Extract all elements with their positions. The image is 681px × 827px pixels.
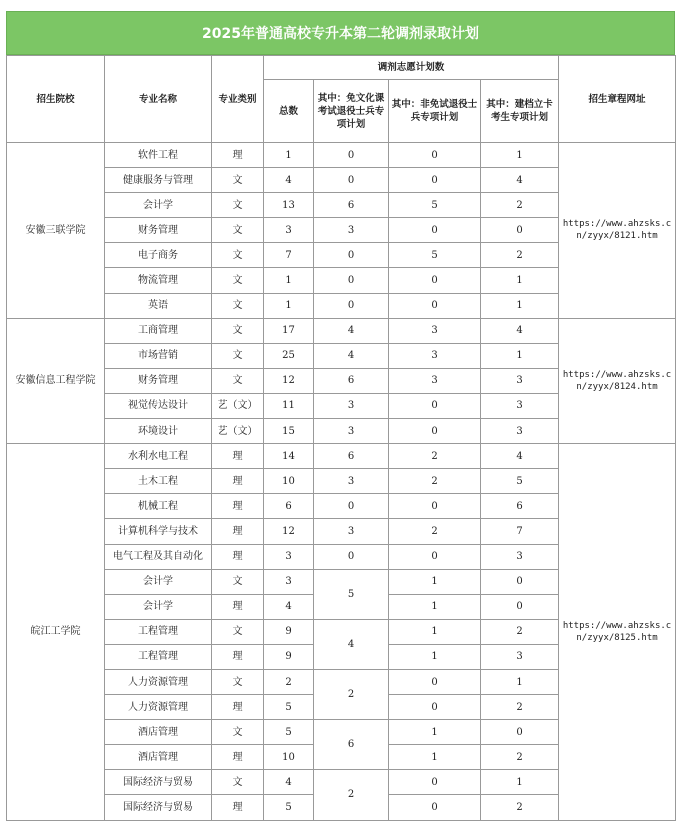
exempt-cell: 6 xyxy=(314,193,389,218)
total-cell: 1 xyxy=(264,143,314,168)
non-exempt-cell: 0 xyxy=(389,419,481,444)
url-link[interactable]: https://www.ahzsks.cn/zyyx/8124.htm xyxy=(559,318,676,443)
exempt-cell: 3 xyxy=(314,419,389,444)
header-major: 专业名称 xyxy=(105,56,212,143)
exempt-cell: 3 xyxy=(314,519,389,544)
header-url: 招生章程网址 xyxy=(559,56,676,143)
non-exempt-cell: 3 xyxy=(389,318,481,343)
category-cell: 文 xyxy=(212,193,264,218)
major-cell: 英语 xyxy=(105,293,212,318)
total-cell: 25 xyxy=(264,343,314,368)
total-cell: 5 xyxy=(264,795,314,820)
exempt-cell: 5 xyxy=(314,569,389,619)
school-cell: 皖江工学院 xyxy=(7,444,105,820)
card-cell: 2 xyxy=(481,243,559,268)
major-cell: 物流管理 xyxy=(105,268,212,293)
total-cell: 4 xyxy=(264,770,314,795)
header-total: 总数 xyxy=(264,80,314,143)
major-cell: 酒店管理 xyxy=(105,720,212,745)
major-cell: 市场营销 xyxy=(105,343,212,368)
total-cell: 3 xyxy=(264,218,314,243)
card-cell: 3 xyxy=(481,368,559,393)
major-cell: 电气工程及其自动化 xyxy=(105,544,212,569)
table-row xyxy=(7,318,676,343)
major-cell: 工商管理 xyxy=(105,318,212,343)
total-cell: 4 xyxy=(264,168,314,193)
major-cell: 会计学 xyxy=(105,569,212,594)
major-cell: 软件工程 xyxy=(105,143,212,168)
major-cell: 计算机科学与技术 xyxy=(105,519,212,544)
card-cell: 1 xyxy=(481,268,559,293)
category-cell: 理 xyxy=(212,695,264,720)
major-cell: 工程管理 xyxy=(105,619,212,644)
card-cell: 1 xyxy=(481,770,559,795)
table-row xyxy=(7,143,676,168)
card-cell: 4 xyxy=(481,168,559,193)
exempt-cell: 0 xyxy=(314,143,389,168)
category-cell: 理 xyxy=(212,143,264,168)
card-cell: 1 xyxy=(481,293,559,318)
total-cell: 12 xyxy=(264,368,314,393)
category-cell: 文 xyxy=(212,293,264,318)
total-cell: 13 xyxy=(264,193,314,218)
non-exempt-cell: 0 xyxy=(389,544,481,569)
card-cell: 0 xyxy=(481,594,559,619)
major-cell: 机械工程 xyxy=(105,494,212,519)
total-cell: 1 xyxy=(264,293,314,318)
table-row xyxy=(7,444,676,469)
card-cell: 3 xyxy=(481,644,559,669)
card-cell: 3 xyxy=(481,393,559,418)
card-cell: 2 xyxy=(481,695,559,720)
major-cell: 水利水电工程 xyxy=(105,444,212,469)
exempt-cell: 3 xyxy=(314,218,389,243)
header-plan-group: 调剂志愿计划数 xyxy=(264,56,559,80)
card-cell: 1 xyxy=(481,343,559,368)
major-cell: 工程管理 xyxy=(105,644,212,669)
non-exempt-cell: 0 xyxy=(389,218,481,243)
total-cell: 14 xyxy=(264,444,314,469)
major-cell: 人力资源管理 xyxy=(105,669,212,694)
total-cell: 12 xyxy=(264,519,314,544)
card-cell: 1 xyxy=(481,143,559,168)
header-category: 专业类别 xyxy=(212,56,264,143)
non-exempt-cell: 5 xyxy=(389,193,481,218)
category-cell: 文 xyxy=(212,619,264,644)
major-cell: 土木工程 xyxy=(105,469,212,494)
card-cell: 4 xyxy=(481,444,559,469)
major-cell: 视觉传达设计 xyxy=(105,393,212,418)
category-cell: 文 xyxy=(212,368,264,393)
card-cell: 7 xyxy=(481,519,559,544)
category-cell: 理 xyxy=(212,745,264,770)
non-exempt-cell: 2 xyxy=(389,469,481,494)
non-exempt-cell: 0 xyxy=(389,695,481,720)
total-cell: 11 xyxy=(264,393,314,418)
total-cell: 9 xyxy=(264,619,314,644)
category-cell: 理 xyxy=(212,469,264,494)
category-cell: 理 xyxy=(212,644,264,669)
total-cell: 15 xyxy=(264,419,314,444)
school-cell: 安徽信息工程学院 xyxy=(7,318,105,443)
major-cell: 电子商务 xyxy=(105,243,212,268)
total-cell: 3 xyxy=(264,544,314,569)
card-cell: 0 xyxy=(481,218,559,243)
exempt-cell: 3 xyxy=(314,469,389,494)
total-cell: 1 xyxy=(264,268,314,293)
non-exempt-cell: 1 xyxy=(389,720,481,745)
header-non-exempt: 其中：非免试退役士兵专项计划 xyxy=(389,80,481,143)
header-card-poor: 其中：建档立卡考生专项计划 xyxy=(481,80,559,143)
major-cell: 会计学 xyxy=(105,193,212,218)
exempt-cell: 3 xyxy=(314,393,389,418)
exempt-cell: 0 xyxy=(314,243,389,268)
non-exempt-cell: 0 xyxy=(389,669,481,694)
category-cell: 艺（文） xyxy=(212,419,264,444)
exempt-cell: 4 xyxy=(314,343,389,368)
exempt-cell: 6 xyxy=(314,720,389,770)
page-title: 2025年普通高校专升本第二轮调剂录取计划 xyxy=(6,11,675,55)
card-cell: 2 xyxy=(481,619,559,644)
category-cell: 理 xyxy=(212,519,264,544)
non-exempt-cell: 2 xyxy=(389,444,481,469)
total-cell: 9 xyxy=(264,644,314,669)
exempt-cell: 4 xyxy=(314,619,389,669)
total-cell: 6 xyxy=(264,494,314,519)
exempt-cell: 0 xyxy=(314,544,389,569)
exempt-cell: 2 xyxy=(314,770,389,820)
non-exempt-cell: 0 xyxy=(389,168,481,193)
non-exempt-cell: 0 xyxy=(389,293,481,318)
major-cell: 酒店管理 xyxy=(105,745,212,770)
card-cell: 0 xyxy=(481,569,559,594)
non-exempt-cell: 0 xyxy=(389,795,481,820)
school-cell: 安徽三联学院 xyxy=(7,143,105,319)
major-cell: 财务管理 xyxy=(105,368,212,393)
category-cell: 文 xyxy=(212,669,264,694)
non-exempt-cell: 5 xyxy=(389,243,481,268)
category-cell: 理 xyxy=(212,544,264,569)
plan-table xyxy=(6,55,676,821)
card-cell: 2 xyxy=(481,795,559,820)
major-cell: 会计学 xyxy=(105,594,212,619)
category-cell: 文 xyxy=(212,168,264,193)
total-cell: 5 xyxy=(264,720,314,745)
category-cell: 理 xyxy=(212,494,264,519)
major-cell: 环境设计 xyxy=(105,419,212,444)
exempt-cell: 0 xyxy=(314,293,389,318)
non-exempt-cell: 1 xyxy=(389,745,481,770)
category-cell: 艺（文） xyxy=(212,393,264,418)
category-cell: 文 xyxy=(212,720,264,745)
major-cell: 国际经济与贸易 xyxy=(105,795,212,820)
non-exempt-cell: 3 xyxy=(389,343,481,368)
major-cell: 健康服务与管理 xyxy=(105,168,212,193)
exempt-cell: 2 xyxy=(314,669,389,719)
total-cell: 10 xyxy=(264,745,314,770)
header-exempt-culture: 其中：免文化课考试退役士兵专项计划 xyxy=(314,80,389,143)
header-school: 招生院校 xyxy=(7,56,105,143)
total-cell: 10 xyxy=(264,469,314,494)
category-cell: 文 xyxy=(212,268,264,293)
exempt-cell: 0 xyxy=(314,168,389,193)
category-cell: 理 xyxy=(212,795,264,820)
total-cell: 5 xyxy=(264,695,314,720)
major-cell: 财务管理 xyxy=(105,218,212,243)
category-cell: 理 xyxy=(212,444,264,469)
total-cell: 2 xyxy=(264,669,314,694)
card-cell: 3 xyxy=(481,544,559,569)
category-cell: 文 xyxy=(212,218,264,243)
category-cell: 文 xyxy=(212,770,264,795)
exempt-cell: 6 xyxy=(314,368,389,393)
non-exempt-cell: 3 xyxy=(389,368,481,393)
non-exempt-cell: 2 xyxy=(389,519,481,544)
card-cell: 1 xyxy=(481,669,559,694)
non-exempt-cell: 0 xyxy=(389,143,481,168)
card-cell: 2 xyxy=(481,745,559,770)
exempt-cell: 4 xyxy=(314,318,389,343)
category-cell: 文 xyxy=(212,318,264,343)
card-cell: 0 xyxy=(481,720,559,745)
card-cell: 4 xyxy=(481,318,559,343)
total-cell: 4 xyxy=(264,594,314,619)
total-cell: 3 xyxy=(264,569,314,594)
exempt-cell: 0 xyxy=(314,268,389,293)
card-cell: 2 xyxy=(481,193,559,218)
non-exempt-cell: 1 xyxy=(389,594,481,619)
url-link[interactable]: https://www.ahzsks.cn/zyyx/8121.htm xyxy=(559,143,676,319)
major-cell: 人力资源管理 xyxy=(105,695,212,720)
category-cell: 文 xyxy=(212,569,264,594)
url-link[interactable]: https://www.ahzsks.cn/zyyx/8125.htm xyxy=(559,444,676,820)
non-exempt-cell: 0 xyxy=(389,268,481,293)
exempt-cell: 6 xyxy=(314,444,389,469)
exempt-cell: 0 xyxy=(314,494,389,519)
total-cell: 7 xyxy=(264,243,314,268)
non-exempt-cell: 0 xyxy=(389,494,481,519)
category-cell: 文 xyxy=(212,343,264,368)
non-exempt-cell: 0 xyxy=(389,393,481,418)
non-exempt-cell: 1 xyxy=(389,569,481,594)
card-cell: 5 xyxy=(481,469,559,494)
non-exempt-cell: 1 xyxy=(389,644,481,669)
non-exempt-cell: 0 xyxy=(389,770,481,795)
card-cell: 6 xyxy=(481,494,559,519)
major-cell: 国际经济与贸易 xyxy=(105,770,212,795)
category-cell: 文 xyxy=(212,243,264,268)
card-cell: 3 xyxy=(481,419,559,444)
non-exempt-cell: 1 xyxy=(389,619,481,644)
total-cell: 17 xyxy=(264,318,314,343)
category-cell: 理 xyxy=(212,594,264,619)
